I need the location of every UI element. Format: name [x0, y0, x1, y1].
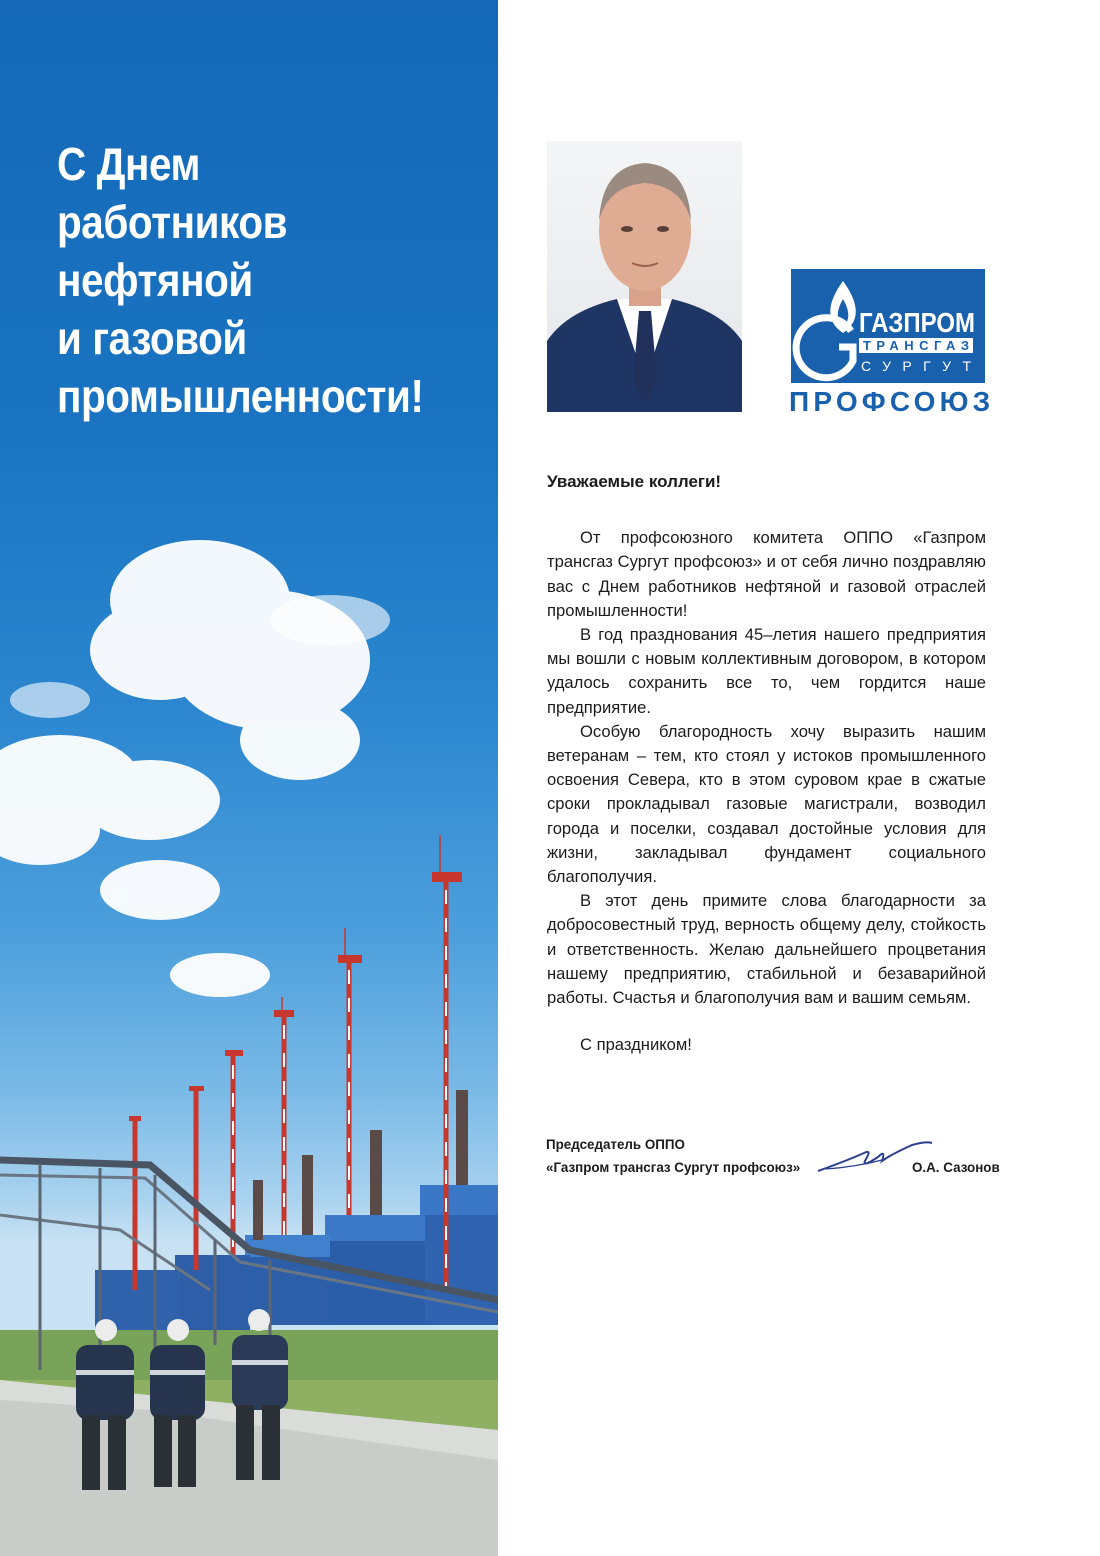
signature-block: [546, 1137, 1006, 1185]
logo-union-label: ПРОФСОЮЗ: [789, 386, 995, 417]
letter-paragraph: В этот день примите слова благодарности за добросовестный труд, верность общему делу, стойкость и ответственность. Желаю дальнейшего процветания нашему предприятию, стабильной и безаварийной работы. Счастья и благополучия вам и вашим семьям.: [547, 891, 986, 1008]
headline-line: и газовой: [57, 312, 247, 364]
signature-title-line2: «Газпром трансгаз Сургут профсоюз»: [546, 1160, 801, 1175]
letter-closing: С праздником!: [580, 1035, 692, 1055]
letter-paragraph: Особую благородность хочу выразить нашим ветеранам – тем, кто стоял у истоков промышленного освоения Севера, кто в этом суровом крае в сжатые сроки прокладывал газовые магистрали, возводил города и поселки, создавал достойные условия для жизни, закладывал фундамент социального благополучия.: [547, 721, 986, 887]
headline-line: промышленности!: [57, 370, 424, 422]
signature-title-line1: Председатель ОППО: [546, 1137, 685, 1152]
headline-line: работников: [57, 196, 288, 248]
page-headline: [57, 135, 444, 425]
headline-line: С Днем: [57, 138, 201, 190]
chairman-portrait: [547, 141, 742, 412]
letter-paragraph: От профсоюзного комитета ОППО «Газпром трансгаз Сургут профсоюз» и от себя лично поздравляю вас с Днем работников нефтяной и газовой отраслей промышленности!: [547, 528, 986, 620]
headline-line: нефтяной: [57, 254, 253, 306]
letter-body: [547, 470, 986, 1057]
banner-panel: [0, 0, 498, 1556]
letter-paragraph: В год празднования 45–летия нашего предприятия мы вошли с новым коллективным договором, в котором удалось сохранить все то, чем гордится наше предприятие.: [547, 625, 986, 717]
gazprom-logo: [791, 269, 985, 383]
signature-name: О.А. Сазонов: [912, 1160, 1000, 1175]
letter-greeting: Уважаемые коллеги!: [547, 472, 722, 491]
logo-brand: ГАЗПРОМ: [859, 307, 975, 338]
logo-line3: СУРГУТ: [861, 358, 971, 374]
logo-line2: ТРАНСГАЗ: [863, 338, 969, 353]
